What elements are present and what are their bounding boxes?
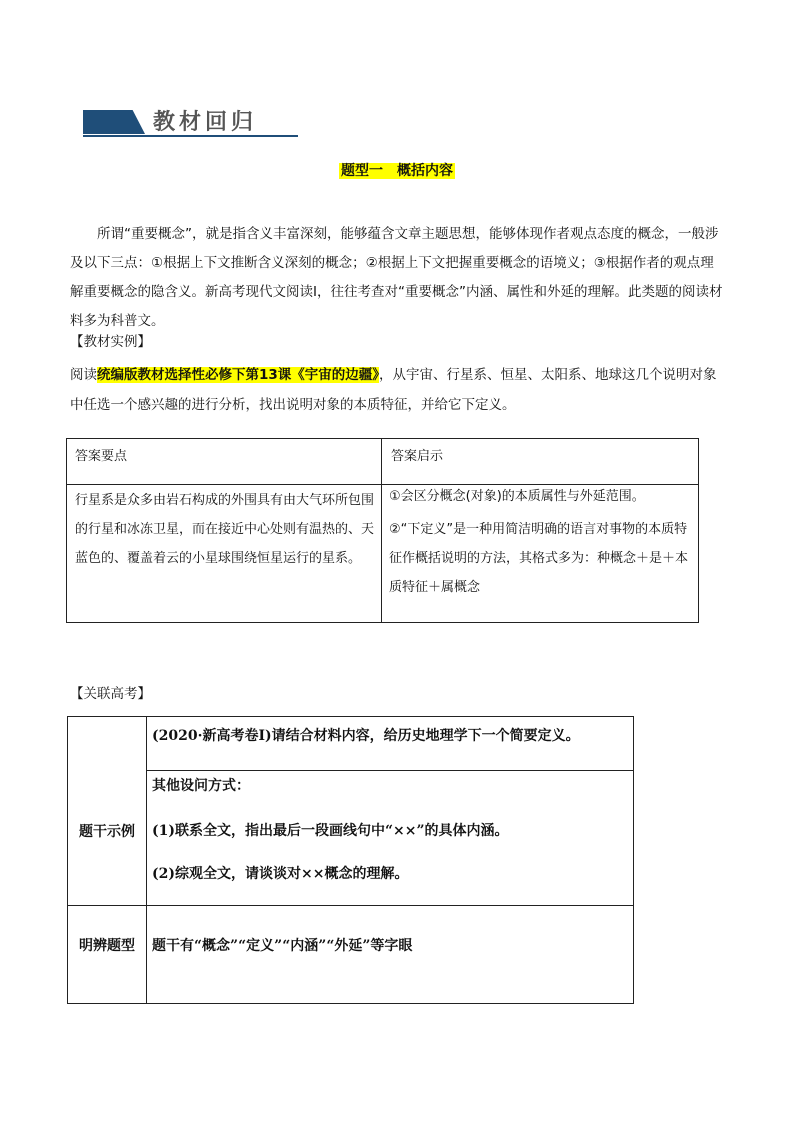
- other-question-2: (2)综观全文，请谈谈对××概念的理解。: [152, 866, 409, 882]
- task-prefix: 阅读: [70, 367, 97, 383]
- table-divider: [146, 770, 634, 771]
- question-type-title-text: 题型一 概括内容: [341, 163, 453, 179]
- section-banner: [83, 108, 298, 138]
- answer-insight-1: ①会区分概念(对象)的本质属性与外延范围。: [389, 489, 645, 504]
- intro-paragraph: 所谓“重要概念”，就是指含义丰富深刻，能够蕴含文章主题思想，能够体现作者观点态度的概念，一般涉及以下三点：①根据上下文推断含义深刻的概念；②根据上下文把握重要概念的语境义；③根据作者的观点理解重要概念的隐含义。新高考现代文阅读Ⅰ，往往考查对“重要概念”内涵、属性和外延的理解。此类题的阅读材料多为科普文。: [70, 226, 723, 329]
- banner-underline: [83, 135, 298, 137]
- table-divider: [68, 905, 633, 906]
- example-label: 【教材实例】: [70, 334, 151, 350]
- example-question: (2020·新高考卷Ⅰ)请结合材料内容，给历史地理学下一个简要定义。: [152, 728, 580, 744]
- answer-insight-header: 答案启示: [391, 449, 444, 464]
- answer-table: [66, 438, 699, 623]
- other-question-title: 其他设问方式：: [152, 778, 250, 794]
- section-title: 教材回归: [153, 109, 258, 135]
- row-header-example: 题干示例: [79, 824, 135, 840]
- answer-insight-2: ②“下定义”是一种用简洁明确的语言对事物的本质特征作概括说明的方法，其格式多为：种概念＋是＋本质特征＋属概念: [389, 522, 689, 595]
- table-divider: [381, 439, 382, 622]
- related-exam-label: 【关联高考】: [70, 686, 151, 702]
- identify-text: 题干有“概念”“定义”“内涵”“外延”等字眼: [152, 938, 413, 954]
- banner-arrow-icon: [83, 110, 145, 134]
- other-question-1: (1)联系全文，指出最后一段画线句中“××”的具体内涵。: [152, 823, 509, 839]
- row-header-identify: 明辨题型: [79, 938, 135, 954]
- task-suffix: ，从宇宙、行星系、恒星、太阳系、地球这几个说明对象中任选一个感兴趣的进行分析，找出说明对象的本质特征，并给它下定义。: [70, 367, 717, 413]
- task-paragraph: [70, 360, 726, 420]
- question-type-title: [0, 160, 794, 180]
- answer-points-header: 答案要点: [75, 449, 128, 464]
- task-highlight: 统编版教材选择性必修下第13课《宇宙的边疆》: [97, 367, 380, 383]
- answer-points-cell: 行星系是众多由岩石构成的外围具有由大气环所包围的行星和冰冻卫星，而在接近中心处则有温热的、天蓝色的、覆盖着云的小星球围绕恒星运行的星系。: [75, 493, 375, 566]
- table-divider: [146, 717, 147, 1003]
- related-exam-table: [67, 716, 634, 1004]
